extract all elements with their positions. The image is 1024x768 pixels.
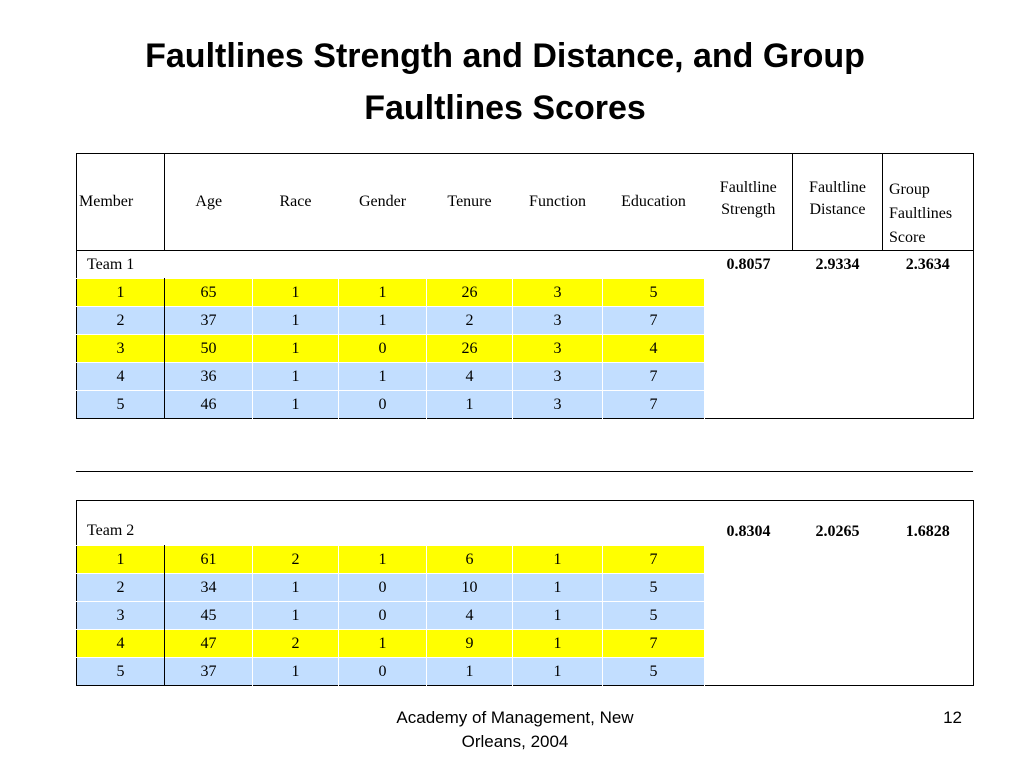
member-cell: 2	[77, 307, 165, 335]
education-cell: 5	[603, 602, 705, 630]
member-cell: 4	[77, 363, 165, 391]
function-cell: 3	[513, 307, 603, 335]
education-cell: 7	[603, 307, 705, 335]
team1-group-score: 2.3634	[905, 255, 950, 273]
gender-cell: 0	[339, 391, 427, 419]
table-row	[77, 307, 974, 335]
table-row	[77, 391, 974, 419]
table-row	[77, 658, 974, 686]
header-group-score-line2: Faultlines	[889, 205, 953, 222]
education-cell: 7	[603, 546, 705, 574]
team2-summary-row	[77, 518, 974, 546]
team1-table	[76, 153, 974, 419]
header-group-score-line3: Score	[889, 229, 926, 246]
member-cell: 5	[77, 391, 165, 419]
member-cell: 3	[77, 602, 165, 630]
tenure-cell: 10	[427, 574, 513, 602]
team2-faultline-strength: 0.8304	[726, 522, 771, 540]
tenure-cell: 1	[427, 391, 513, 419]
tenure-cell: 6	[427, 546, 513, 574]
header-group-score-line1: Group	[889, 181, 930, 198]
age-cell: 45	[165, 602, 253, 630]
gender-cell: 1	[339, 630, 427, 658]
table-row	[77, 546, 974, 574]
race-cell: 1	[253, 335, 339, 363]
table-row	[77, 574, 974, 602]
education-cell: 7	[603, 363, 705, 391]
header-age: Age	[165, 154, 253, 251]
member-cell: 1	[77, 546, 165, 574]
age-cell: 37	[165, 307, 253, 335]
education-cell: 5	[603, 574, 705, 602]
header-faultline-strength-line2: Strength	[721, 201, 776, 218]
gender-cell: 1	[339, 307, 427, 335]
education-cell: 5	[603, 658, 705, 686]
race-cell: 1	[253, 574, 339, 602]
function-cell: 3	[513, 391, 603, 419]
function-cell: 3	[513, 279, 603, 307]
race-cell: 1	[253, 279, 339, 307]
function-cell: 1	[513, 546, 603, 574]
team1-label: Team 1	[87, 255, 135, 273]
age-cell: 36	[165, 363, 253, 391]
spacer-row	[77, 501, 974, 518]
header-gender: Gender	[339, 154, 427, 251]
header-education: Education	[603, 154, 705, 251]
race-cell: 1	[253, 658, 339, 686]
member-cell: 5	[77, 658, 165, 686]
table-row	[77, 630, 974, 658]
tenure-cell: 26	[427, 335, 513, 363]
header-function: Function	[513, 154, 603, 251]
footer-text	[340, 706, 690, 754]
age-cell: 47	[165, 630, 253, 658]
team2-faultline-distance: 2.0265	[815, 522, 860, 540]
slide-title	[0, 30, 1010, 134]
race-cell: 1	[253, 307, 339, 335]
tenure-cell: 1	[427, 658, 513, 686]
header-race: Race	[253, 154, 339, 251]
function-cell: 1	[513, 602, 603, 630]
team1-faultline-distance: 2.9334	[815, 255, 860, 273]
education-cell: 7	[603, 391, 705, 419]
table-row	[77, 335, 974, 363]
footer-line2: Orleans, 2004	[461, 732, 569, 751]
header-faultline-distance-line2: Distance	[809, 201, 866, 218]
gender-cell: 0	[339, 602, 427, 630]
member-cell: 2	[77, 574, 165, 602]
team1-faultline-strength: 0.8057	[726, 255, 771, 273]
header-member: Member	[77, 154, 165, 251]
tenure-cell: 26	[427, 279, 513, 307]
function-cell: 3	[513, 363, 603, 391]
team2-group-score: 1.6828	[905, 522, 950, 540]
member-cell: 1	[77, 279, 165, 307]
header-faultline-strength	[705, 154, 793, 251]
race-cell: 2	[253, 546, 339, 574]
page-number: 12	[943, 708, 962, 727]
team2-table	[76, 500, 974, 686]
member-cell: 3	[77, 335, 165, 363]
header-faultline-strength-line1: Faultline	[719, 179, 777, 196]
tenure-cell: 4	[427, 602, 513, 630]
tenure-cell: 4	[427, 363, 513, 391]
header-tenure: Tenure	[427, 154, 513, 251]
header-group-faultlines-score	[883, 154, 974, 251]
team2-label: Team 2	[87, 522, 135, 540]
gender-cell: 1	[339, 546, 427, 574]
table-row	[77, 279, 974, 307]
slide-title-line2: Faultlines Scores	[364, 89, 646, 127]
gender-cell: 0	[339, 574, 427, 602]
gender-cell: 1	[339, 363, 427, 391]
table-row	[77, 363, 974, 391]
education-cell: 5	[603, 279, 705, 307]
function-cell: 1	[513, 658, 603, 686]
age-cell: 50	[165, 335, 253, 363]
separator-line	[76, 471, 973, 472]
header-faultline-distance-line1: Faultline	[809, 179, 866, 196]
age-cell: 34	[165, 574, 253, 602]
footer-line1: Academy of Management, New	[396, 708, 634, 727]
race-cell: 1	[253, 391, 339, 419]
slide-title-line1: Faultlines Strength and Distance, and Group	[145, 37, 865, 75]
age-cell: 37	[165, 658, 253, 686]
table-row	[77, 602, 974, 630]
education-cell: 4	[603, 335, 705, 363]
tenure-cell: 9	[427, 630, 513, 658]
header-row	[77, 154, 974, 251]
team1-summary-row	[77, 251, 974, 279]
function-cell: 1	[513, 630, 603, 658]
gender-cell: 1	[339, 279, 427, 307]
race-cell: 1	[253, 602, 339, 630]
race-cell: 2	[253, 630, 339, 658]
age-cell: 65	[165, 279, 253, 307]
education-cell: 7	[603, 630, 705, 658]
member-cell: 4	[77, 630, 165, 658]
race-cell: 1	[253, 363, 339, 391]
gender-cell: 0	[339, 658, 427, 686]
function-cell: 3	[513, 335, 603, 363]
gender-cell: 0	[339, 335, 427, 363]
header-faultline-distance	[793, 154, 883, 251]
age-cell: 46	[165, 391, 253, 419]
age-cell: 61	[165, 546, 253, 574]
function-cell: 1	[513, 574, 603, 602]
tenure-cell: 2	[427, 307, 513, 335]
